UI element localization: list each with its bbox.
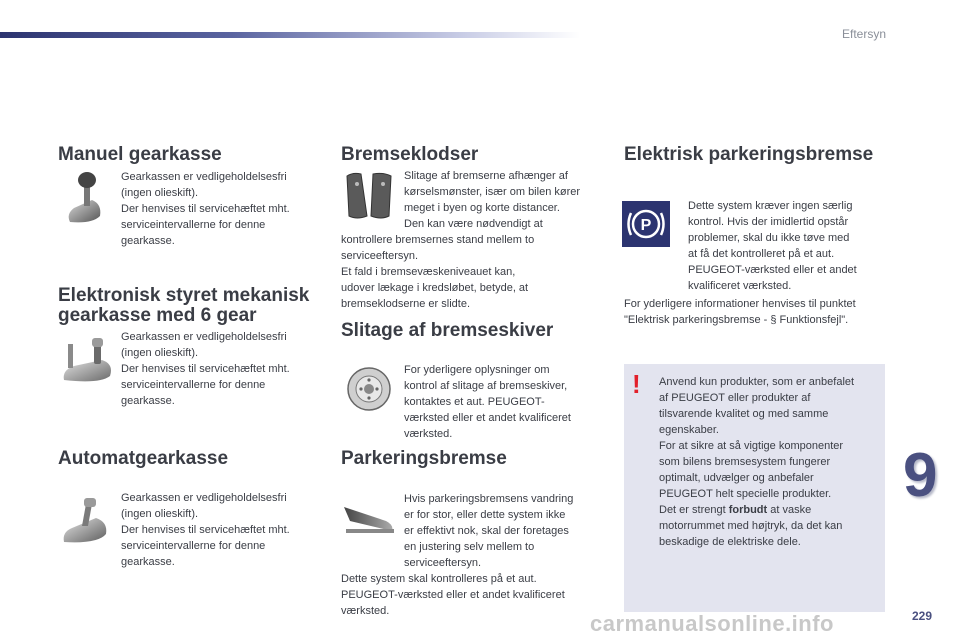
- brake-pads-icon: [343, 170, 399, 222]
- warning-text-before: Anvend kun produkter, som er anbefalet af PEUGEOT eller produkter af tilsvarende kvalitet og med samme egenskaber. For at sikre at så vigtige komponenter som bilens bremsesystem fungerer optimalt, udvælger og anbefaler PEUGEOT helt specielle produkter. Det er strengt: [659, 376, 855, 516]
- chapter-number: 9: [903, 441, 938, 510]
- automatic-gearbox-title: Automatgearkasse: [58, 448, 229, 469]
- parking-brake-text-indented: Hvis parkeringsbremsens vandring er for stor, eller dette system ikke er effektivt nok, skal der foretages en justering selv mellem to serviceeftersyn.: [404, 493, 574, 569]
- electric-parking-brake-title: Elektrisk parkeringsbremse: [624, 144, 874, 165]
- manual-gearbox-title: Manuel gearkasse: [58, 144, 222, 165]
- automatic-gear-selector-icon: [60, 496, 110, 546]
- brake-pads-text-indented: Slitage af bremserne afhænger af kørselsmønster, især om bilen kører meget i byen og korte distancer. Den kan være nødvendigt at: [404, 170, 581, 230]
- electronic-gearbox-text: Gearkassen er vedligeholdelsesfri (ingen olieskift). Der henvises til servicehæftet mht. serviceintervallerne for denne gearkasse.: [121, 331, 290, 407]
- electric-parking-brake-text: For yderligere informationer henvises til punktet "Elektrisk parkeringsbremse - § Funktionsfejl".: [624, 298, 856, 326]
- warning-bold-word: forbudt: [728, 504, 768, 516]
- electronic-gearbox-title-line1: Elektronisk styret mekanisk: [58, 285, 310, 306]
- warning-text-after: at vaske motorrummet med højtryk, da det kan beskadige de elektriske dele.: [659, 504, 843, 548]
- brake-discs-text: For yderligere oplysninger om kontrol af slitage af bremseskiver, kontaktes et aut. PEUGEOT- værksted eller et andet kvalificeret værksted.: [404, 364, 571, 440]
- brake-disc-icon: [346, 366, 392, 412]
- brake-discs-title: Slitage af bremseskiver: [341, 320, 554, 341]
- parking-brake-title: Parkeringsbremse: [341, 448, 507, 469]
- manual-gear-lever-icon: [62, 170, 112, 226]
- parking-brake-text: Dette system skal kontrolleres på et aut. PEUGEOT-værksted eller et andet kvalificeret værksted.: [341, 573, 565, 617]
- parking-brake-lever-icon: [342, 503, 398, 537]
- top-gradient-bar: [0, 32, 580, 38]
- electronic-gear-selector-icon: [60, 336, 116, 384]
- electric-parking-brake-text-indented: Dette system kræver ingen særlig kontrol. Hvis der imidlertid opstår problemer, skal du ikke tøve med at få det kontrolleret på et aut. PEUGEOT-værksted eller et andet kvalificeret værksted.: [688, 200, 857, 292]
- watermark: carmanualsonline.info: [590, 611, 834, 636]
- manual-gearbox-text: Gearkassen er vedligeholdelsesfri (ingen olieskift). Der henvises til servicehæftet mht. serviceintervallerne for denne gearkasse.: [121, 171, 290, 247]
- section-header: Eftersyn: [841, 27, 886, 41]
- electric-parking-brake-warning-icon: [622, 201, 670, 247]
- page-number: 229: [912, 609, 933, 623]
- brake-pads-title: Bremseklodser: [341, 144, 479, 165]
- warning-text: [659, 374, 854, 550]
- warning-exclamation-icon: !: [632, 369, 641, 399]
- automatic-gearbox-text: Gearkassen er vedligeholdelsesfri (ingen olieskift). Der henvises til servicehæftet mht. serviceintervallerne for denne gearkasse.: [121, 492, 290, 568]
- epb-icon-letter: P: [640, 217, 652, 234]
- electronic-gearbox-title-line2: gearkasse med 6 gear: [58, 305, 257, 326]
- brake-pads-text: kontrollere bremsernes stand mellem to serviceeftersyn. Et fald i bremsevæskeniveauet kan, udover lækage i kredsløbet, betyde, at bremseklodserne er slidte.: [341, 234, 535, 310]
